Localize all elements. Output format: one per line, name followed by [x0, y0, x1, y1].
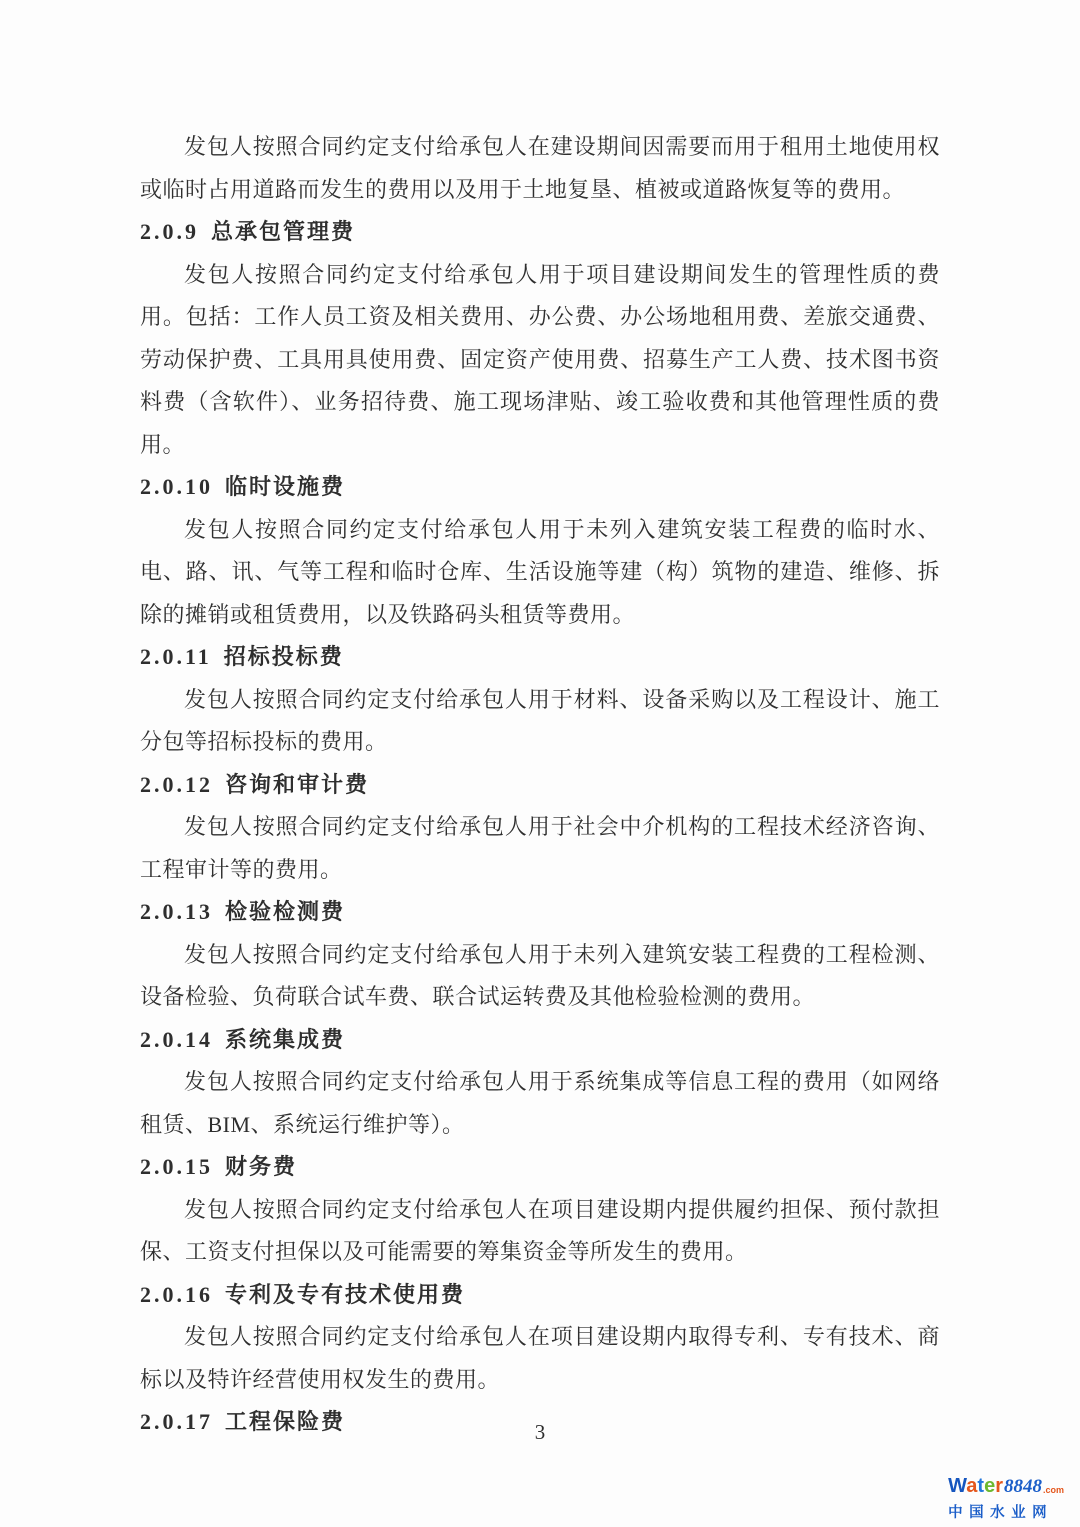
- clause-paragraph: 发包人按照合同约定支付给承包人在项目建设期内提供履约担保、预付款担保、工资支付担保以及可能需要的筹集资金等所发生的费用。: [140, 1196, 940, 1264]
- clause-title: 临时设施费: [225, 474, 346, 499]
- clause-title: 工程保险费: [225, 1409, 346, 1434]
- clause-title: 咨询和审计费: [225, 771, 370, 797]
- watermark-tld-com: .com: [1042, 1485, 1064, 1495]
- clause-number: 2.0.15: [140, 1154, 213, 1179]
- watermark-letter: e: [984, 1475, 996, 1497]
- clause-paragraph: 发包人按照合同约定支付给承包人用于系统集成等信息工程的费用（如网络租赁、BIM、系统运行维护等）。: [140, 1069, 940, 1137]
- clause-number: 2.0.11: [140, 644, 212, 669]
- clause-heading: [140, 466, 940, 509]
- watermark-brand-line: [948, 1476, 1064, 1499]
- clause-paragraph: 发包人按照合同约定支付给承包人用于项目建设期间发生的管理性质的费用。包括：工作人员工资及相关费用、办公费、办公场地租用费、差旅交通费、劳动保护费、工具用具使用费、固定资产使用费、招募生产工人费、技术图书资料费（含软件）、业务招待费、施工现场津贴、竣工验收费和其他管理性质的费用。: [140, 261, 940, 457]
- clause-number: 2.0.16: [140, 1281, 213, 1307]
- watermark-letter: a: [966, 1475, 978, 1497]
- page-number: 3: [534, 1420, 546, 1444]
- clause-paragraph: 发包人按照合同约定支付给承包人用于社会中介机构的工程技术经济咨询、工程审计等的费用。: [140, 814, 940, 882]
- watermark-letter: r: [995, 1475, 1003, 1497]
- clause-heading: [140, 1274, 940, 1317]
- watermark-letter: t: [977, 1475, 985, 1497]
- clause-number: 2.0.12: [140, 771, 213, 797]
- clause-number: 2.0.9: [140, 219, 199, 244]
- clause-number: 2.0.10: [140, 474, 213, 499]
- watermark-word-water: [948, 1476, 1003, 1496]
- watermark-tagline: 中国水业网: [948, 1505, 1054, 1521]
- clause-title: 总承包管理费: [211, 219, 356, 244]
- clause-heading: [140, 1019, 940, 1062]
- clause-title: 系统集成费: [225, 1026, 346, 1052]
- clause-heading: [140, 211, 940, 254]
- clause-number: 2.0.14: [140, 1026, 213, 1052]
- clause-heading: [140, 636, 940, 679]
- clause-paragraph: 发包人按照合同约定支付给承包人在建设期间因需要而用于租用土地使用权或临时占用道路而发生的费用以及用于土地复垦、植被或道路恢复等的费用。: [140, 134, 940, 202]
- clause-title: 检验检测费: [225, 899, 346, 924]
- water8848-watermark-logo: [948, 1476, 1064, 1522]
- clause-paragraph: 发包人按照合同约定支付给承包人用于未列入建筑安装工程费的工程检测、设备检验、负荷联合试车费、联合试运转费及其他检验检测的费用。: [140, 941, 940, 1009]
- watermark-letter: W: [948, 1475, 967, 1497]
- clause-heading: [140, 891, 940, 934]
- watermark-number-8848: 8848: [1003, 1476, 1042, 1497]
- clause-heading: [140, 764, 940, 807]
- document-body: [140, 126, 940, 1444]
- clause-paragraph: 发包人按照合同约定支付给承包人用于未列入建筑安装工程费的临时水、电、路、讯、气等工程和临时仓库、生活设施等建（构）筑物的建造、维修、拆除的摊销或租赁费用，以及铁路码头租赁等费用。: [140, 516, 940, 627]
- clause-heading: [140, 1146, 940, 1189]
- clause-paragraph: 发包人按照合同约定支付给承包人用于材料、设备采购以及工程设计、施工分包等招标投标的费用。: [140, 686, 940, 754]
- clause-title: 专利及专有技术使用费: [225, 1281, 466, 1307]
- clause-number: 2.0.13: [140, 899, 213, 924]
- clause-number: 2.0.17: [140, 1409, 213, 1434]
- clause-paragraph: 发包人按照合同约定支付给承包人在项目建设期内取得专利、专有技术、商标以及特许经营使用权发生的费用。: [140, 1324, 940, 1392]
- clause-title: 招标投标费: [223, 644, 344, 669]
- clause-title: 财务费: [225, 1154, 298, 1179]
